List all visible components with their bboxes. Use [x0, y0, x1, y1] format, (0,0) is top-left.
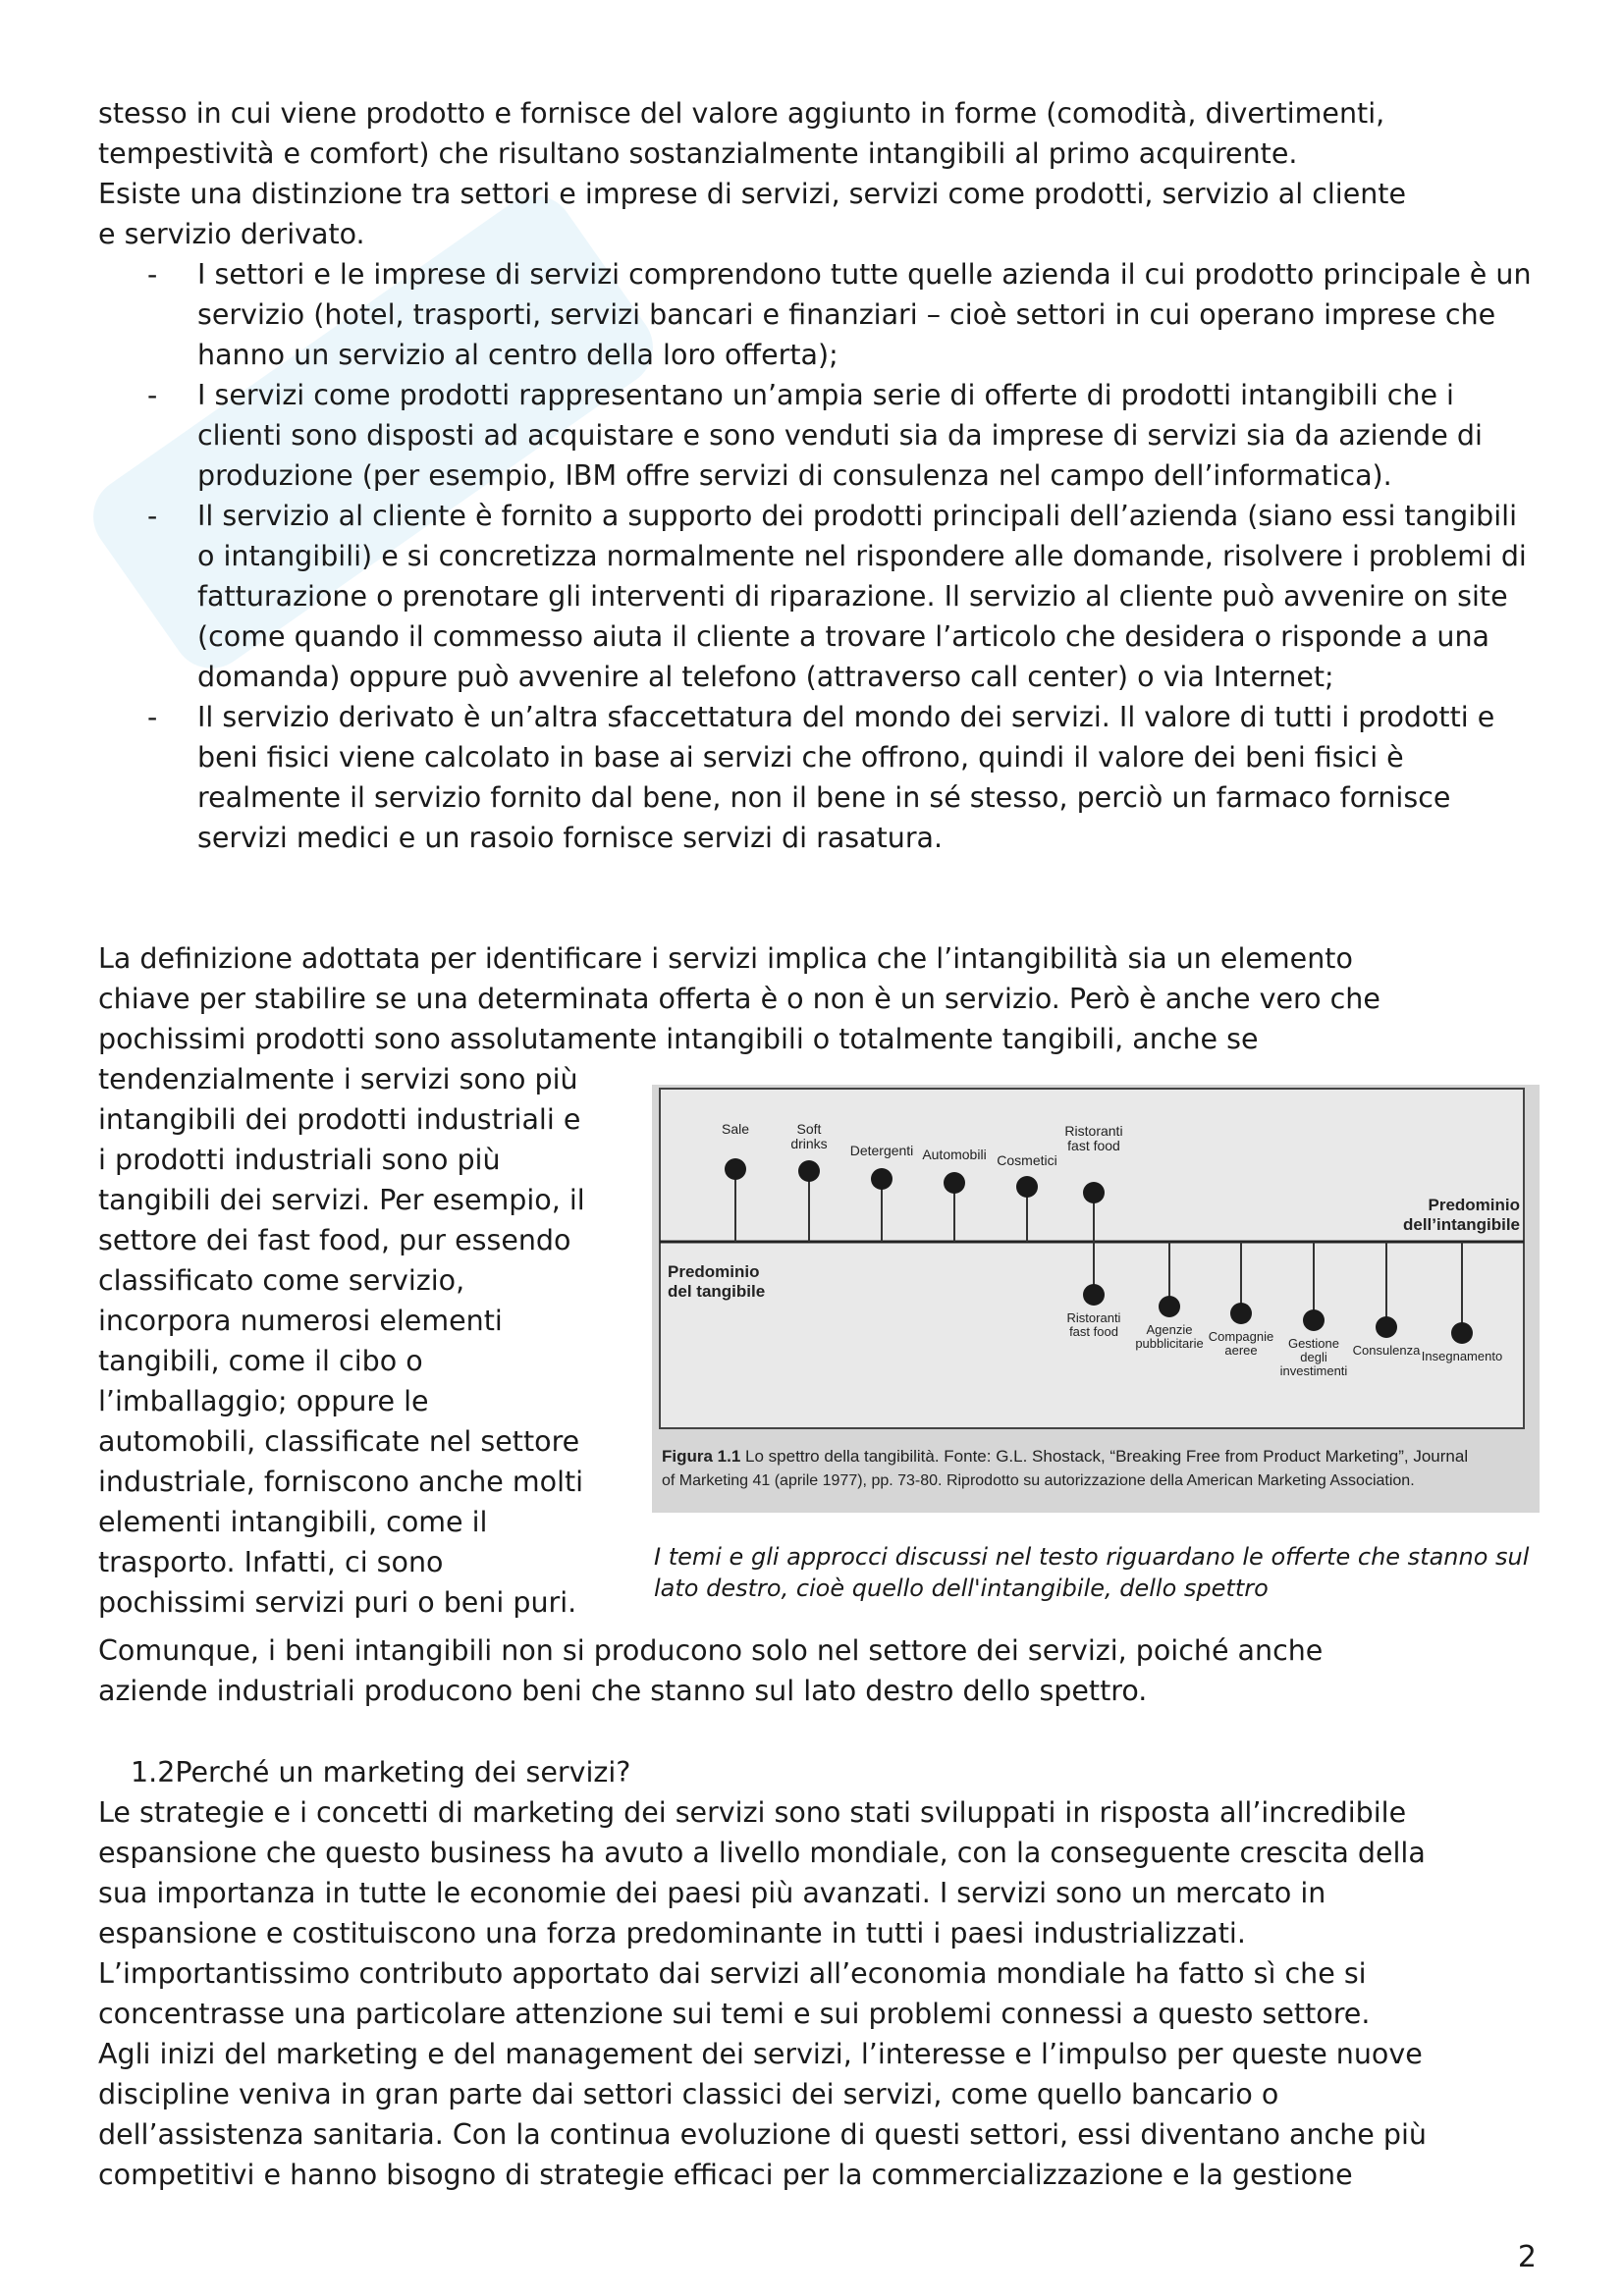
spectrum-dot: [1451, 1322, 1473, 1344]
section-line: competitivi e hanno bisogno di strategie efficaci per la commercializzazione e la gestione: [98, 2159, 1353, 2191]
bottom-item-label: Compagnie aeree: [1208, 1329, 1274, 1358]
wrapped-line: settore dei fast food, pur essendo: [98, 1224, 571, 1256]
spectrum-dot: [1230, 1303, 1252, 1324]
definition-line: chiave per stabilire se una determinata offerta è o non è un servizio. Però è anche vero che: [98, 983, 1380, 1015]
wrapped-line: pochissimi servizi puri o beni puri.: [98, 1586, 577, 1619]
list-item-text: Il servizio derivato è un’altra sfaccettatura del mondo dei servizi. Il valore di tutti i prodotti e beni fisici viene calcolato in base ai servizi che offrono, quindi il valore dei beni fisici è realmente il servizio fornito dal bene, non il bene in sé stesso, perciò un farmaco fornisce servizi medici e un rasoio fornisce servizi di rasatura.: [197, 701, 1495, 854]
wrapped-paragraph: [98, 1059, 628, 1623]
conclusion-line: aziende industriali producono beni che stanno sul lato destro dello spettro.: [98, 1675, 1148, 1707]
section-line: L’importantissimo contributo apportato dai servizi all’economia mondiale ha fatto sì che si: [98, 1957, 1367, 1990]
top-item-label: Sale: [721, 1121, 750, 1137]
wrapped-line: i prodotti industriali sono più: [98, 1144, 501, 1176]
top-item-label: Soft drinks: [790, 1121, 828, 1151]
bottom-item-label: Agenzie pubblicitarie: [1135, 1322, 1204, 1351]
intro-paragraph: [98, 93, 1542, 254]
conclusion-line: Comunque, i beni intangibili non si producono solo nel settore dei servizi, poiché anche: [98, 1634, 1324, 1667]
intangible-label: Predominio dell’intangibile: [1402, 1196, 1520, 1234]
list-item-text: I servizi come prodotti rappresentano un’ampia serie di offerte di prodotti intangibili che i clienti sono disposti ad acquistare e sono venduti sia da imprese di servizi sia da aziende di produzione (per esempio, IBM offre servizi di consulenza nel campo dell’informatica).: [197, 379, 1483, 492]
figure-caption-line: [662, 1447, 1468, 1466]
bullet-dash: -: [147, 258, 158, 291]
wrapped-line: classificato come servizio,: [98, 1264, 465, 1297]
spectrum-dot: [1083, 1284, 1105, 1306]
section-paragraph: [98, 1792, 1542, 2195]
top-item-label: Detergenti: [849, 1143, 914, 1158]
bottom-item-label: Insegnamento: [1421, 1349, 1503, 1363]
definition-line: pochissimi prodotti sono assolutamente intangibili o totalmente tangibili, anche se: [98, 1023, 1259, 1055]
section-line: Le strategie e i concetti di marketing dei servizi sono stati sviluppati in risposta all’incredibile: [98, 1796, 1407, 1829]
figure-caption-label: Figura 1.1: [662, 1447, 741, 1466]
wrapped-line: tangibili dei servizi. Per esempio, il: [98, 1184, 585, 1216]
wrapped-line: trasporto. Infatti, ci sono: [98, 1546, 444, 1578]
section-line: espansione e costituiscono una forza predominante in tutti i paesi industrializzati.: [98, 1917, 1246, 1949]
section-line: dell’assistenza sanitaria. Con la continua evoluzione di questi settori, essi diventano anche più: [98, 2118, 1427, 2151]
spectrum-dot: [871, 1168, 893, 1190]
spectrum-dot: [1016, 1176, 1038, 1198]
list-item-text: Il servizio al cliente è fornito a supporto dei prodotti principali dell’azienda (siano essi tangibili o intangibili) e si concretizza normalmente nel rispondere alle domande, risolvere i problemi di fatturazione o prenotare gli interventi di riparazione. Il servizio al cliente può avvenire on site (come quando il commesso aiuta il cliente a trovare l’articolo che desidera o risponde a una domanda) oppure può avvenire al telefono (attraverso call center) o via Internet;: [197, 500, 1527, 693]
section-line: sua importanza in tutte le economie dei paesi più avanzati. I servizi sono un mercato in: [98, 1877, 1326, 1909]
top-item-label: Cosmetici: [997, 1152, 1057, 1168]
definition-paragraph: [98, 938, 1542, 1059]
wrapped-line: elementi intangibili, come il: [98, 1506, 488, 1538]
wrapped-line: automobili, classificate nel settore: [98, 1425, 580, 1458]
section-line: espansione che questo business ha avuto a livello mondiale, con la conseguente crescita della: [98, 1837, 1426, 1869]
page-number: 2: [1517, 2240, 1537, 2274]
tangible-label: Predominio del tangibile: [668, 1262, 766, 1301]
spectrum-dot: [1376, 1316, 1397, 1338]
intro-line: tempestività e comfort) che risultano sostanzialmente intangibili al primo acquirente.: [98, 137, 1298, 170]
intro-line: e servizio derivato.: [98, 218, 365, 250]
intro-line: stesso in cui viene prodotto e fornisce del valore aggiunto in forme (comodità, divertimenti,: [98, 97, 1385, 130]
spectrum-diagram: [652, 1085, 1540, 1513]
bottom-item-label: Ristoranti fast food: [1066, 1310, 1121, 1339]
list-item: [98, 496, 1542, 697]
wrapped-line: industriale, forniscono anche molti: [98, 1466, 584, 1498]
service-types-list: [98, 254, 1542, 858]
figure-caption-line: of Marketing 41 (aprile 1977), pp. 73-80. Riprodotto su autorizzazione della American Marketing Association.: [662, 1472, 1415, 1489]
spectrum-dot: [725, 1158, 746, 1180]
section-heading: 1.2Perché un marketing dei servizi?: [131, 1756, 631, 1789]
spectrum-dot: [1303, 1309, 1325, 1331]
list-item: [98, 254, 1542, 375]
spectrum-dot: [1083, 1182, 1105, 1203]
intro-line: Esiste una distinzione tra settori e imprese di servizi, servizi come prodotti, servizio al cliente: [98, 178, 1407, 210]
bottom-item-label: Gestione degli investimenti: [1279, 1336, 1348, 1378]
list-item-text: I settori e le imprese di servizi comprendono tutte quelle azienda il cui prodotto principale è un servizio (hotel, trasporti, servizi bancari e finanziari – cioè settori in cui operano imprese che hanno un servizio al centro della loro offerta);: [197, 258, 1532, 371]
bullet-dash: -: [147, 379, 158, 411]
top-item-label: Automobili: [922, 1147, 987, 1162]
wrapped-line: tangibili, come il cibo o: [98, 1345, 423, 1377]
bullet-dash: -: [147, 500, 158, 532]
top-item-label: Ristoranti fast food: [1064, 1123, 1123, 1153]
section-line: discipline veniva in gran parte dai settori classici dei servizi, come quello bancario o: [98, 2078, 1279, 2110]
spectrum-dot: [944, 1172, 965, 1194]
bullet-dash: -: [147, 701, 158, 733]
wrapped-line: l’imballaggio; oppure le: [98, 1385, 429, 1417]
section-line: concentrasse una particolare attenzione sui temi e sui problemi connessi a questo settore.: [98, 1998, 1371, 2030]
spectrum-dot: [1159, 1296, 1180, 1317]
wrapped-line: incorpora numerosi elementi: [98, 1305, 503, 1337]
list-item: [98, 375, 1542, 496]
conclusion-paragraph: [98, 1630, 1542, 1711]
wrapped-line: tendenzialmente i servizi sono più: [98, 1063, 578, 1095]
bottom-item-label: Consulenza: [1352, 1343, 1421, 1358]
section-line: Agli inizi del marketing e del management dei servizi, l’interesse e l’impulso per queste nuove: [98, 2038, 1423, 2070]
definition-line: La definizione adottata per identificare i servizi implica che l’intangibilità sia un elemento: [98, 942, 1353, 975]
spectrum-dot: [798, 1160, 820, 1182]
figure-caption-text: Lo spettro della tangibilità. Fonte: G.L. Shostack, “Breaking Free from Product Marketing”, Journal: [740, 1447, 1469, 1466]
list-item: [98, 697, 1542, 858]
figure-caption: I temi e gli approcci discussi nel testo riguardano le offerte che stanno sul lato destro, cioè quello dell'intangibile, dello spettro: [654, 1543, 1530, 1602]
wrapped-line: intangibili dei prodotti industriali e: [98, 1103, 581, 1136]
tangibility-spectrum-figure: [652, 1085, 1540, 1513]
